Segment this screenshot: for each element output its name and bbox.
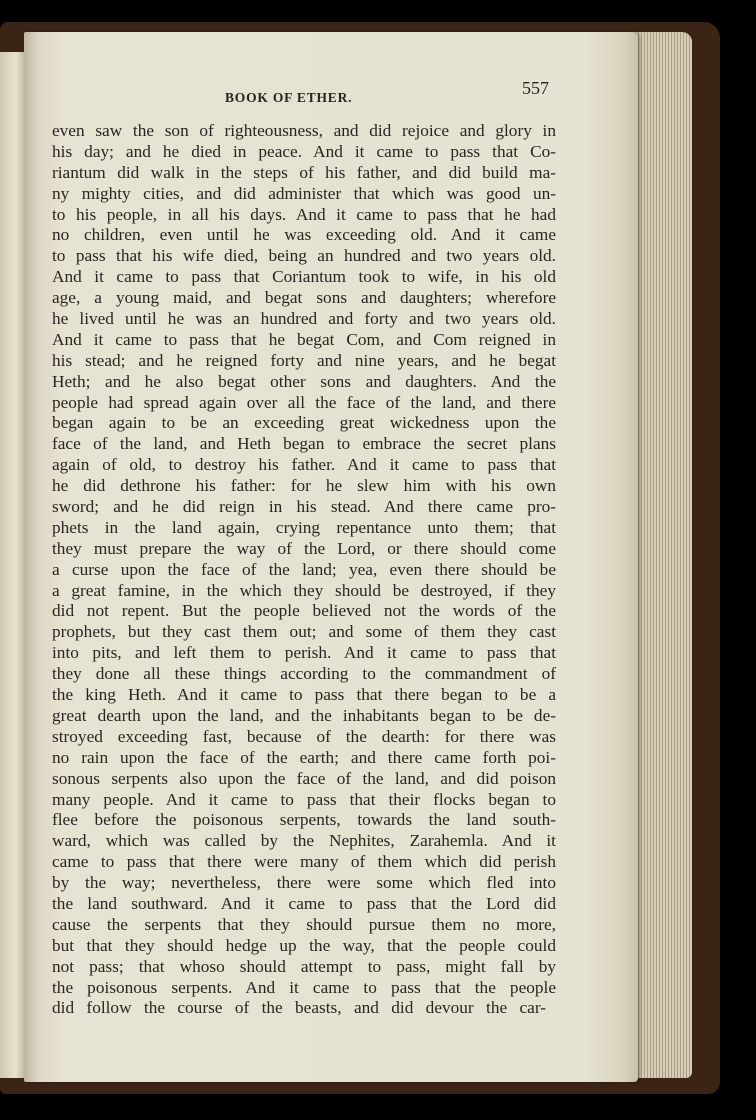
text-line: great dearth upon the land, and the inhabitants began to be de- [52, 705, 556, 725]
text-line: ward, which was called by the Nephites, Zarahemla. And it [52, 831, 556, 851]
text-line: many people. And it came to pass that their flocks began to [52, 789, 556, 809]
text-line: Heth; and he also begat other sons and daughters. And the [52, 371, 556, 391]
text-line: even saw the son of righteousness, and did rejoice and glory in [52, 121, 556, 140]
text-line: And it came to pass that Coriantum took to wife, in his old [52, 267, 556, 287]
text-line: did not repent. But the people believed not the words of the [52, 601, 556, 621]
text-line: people had spread again over all the face of the land, and there [52, 392, 556, 412]
text-line: he did dethrone his father: for he slew him with his own [52, 476, 556, 496]
page-number: 557 [522, 78, 549, 98]
text-line: a great famine, in the which they should be destroyed, if they [52, 580, 556, 600]
text-line: to his people, in all his days. And it came to pass that he had [52, 204, 556, 224]
text-line: sonous serpents also upon the face of the land, and did poison [52, 768, 556, 788]
text-line: into pits, and left them to perish. And it came to pass that [52, 643, 556, 663]
text-line: a curse upon the face of the land; yea, even there should be [52, 559, 556, 579]
text-line: ny mighty cities, and did administer that which was good un- [52, 183, 556, 203]
text-line: stroyed exceeding fast, because of the dearth: for there was [52, 726, 556, 746]
text-line: not pass; that whoso should attempt to pass, might fall by [52, 956, 556, 976]
text-line: to pass that his wife died, being an hundred and two years old. [52, 246, 556, 266]
text-line: prophets, but they cast them out; and some of them they cast [52, 622, 556, 642]
text-line: they must prepare the way of the Lord, or there should come [52, 538, 556, 558]
text-line: flee before the poisonous serpents, towards the land south- [52, 810, 556, 830]
text-line: no rain upon the face of the earth; and there came forth poi- [52, 747, 556, 767]
text-line: by the way; nevertheless, there were some which fled into [52, 873, 556, 893]
running-title: BOOK OF ETHER. [225, 90, 353, 105]
text-line: no children, even until he was exceeding old. And it came [52, 225, 556, 245]
text-line: they done all these things according to the commandment of [52, 664, 556, 684]
text-body [52, 121, 572, 1019]
text-line: but that they should hedge up the way, that the people could [52, 935, 556, 955]
text-line: cause the serpents that they should pursue them no more, [52, 914, 556, 934]
left-page-edge [0, 52, 26, 1078]
text-line: the king Heth. And it came to pass that there began to be a [52, 685, 556, 705]
text-line: sword; and he did reign in his stead. And there came pro- [52, 497, 556, 517]
text-line: And it came to pass that he begat Com, and Com reigned in [52, 329, 556, 349]
text-line: phets in the land again, crying repentance unto them; that [52, 517, 556, 537]
text-line: began again to be an exceeding great wickedness upon the [52, 413, 556, 433]
text-line: riantum did walk in the steps of his father, and did build ma- [52, 162, 556, 182]
text-line: his stead; and he reigned forty and nine years, and he begat [52, 350, 556, 370]
text-line: face of the land, and Heth began to embrace the secret plans [52, 434, 556, 454]
text-line: the poisonous serpents. And it came to pass that the people [52, 977, 556, 997]
text-line: age, a young maid, and begat sons and daughters; wherefore [52, 288, 556, 308]
text-line: his day; and he died in peace. And it came to pass that Co- [52, 141, 556, 161]
text-line: the land southward. And it came to pass that the Lord did [52, 893, 556, 913]
text-line: did follow the course of the beasts, and did devour the car- [52, 998, 546, 1018]
text-line: again of old, to destroy his father. And it came to pass that [52, 455, 556, 475]
text-line: he lived until he was an hundred and forty and two years old. [52, 309, 556, 329]
text-line: came to pass that there were many of them which did perish [52, 852, 556, 872]
